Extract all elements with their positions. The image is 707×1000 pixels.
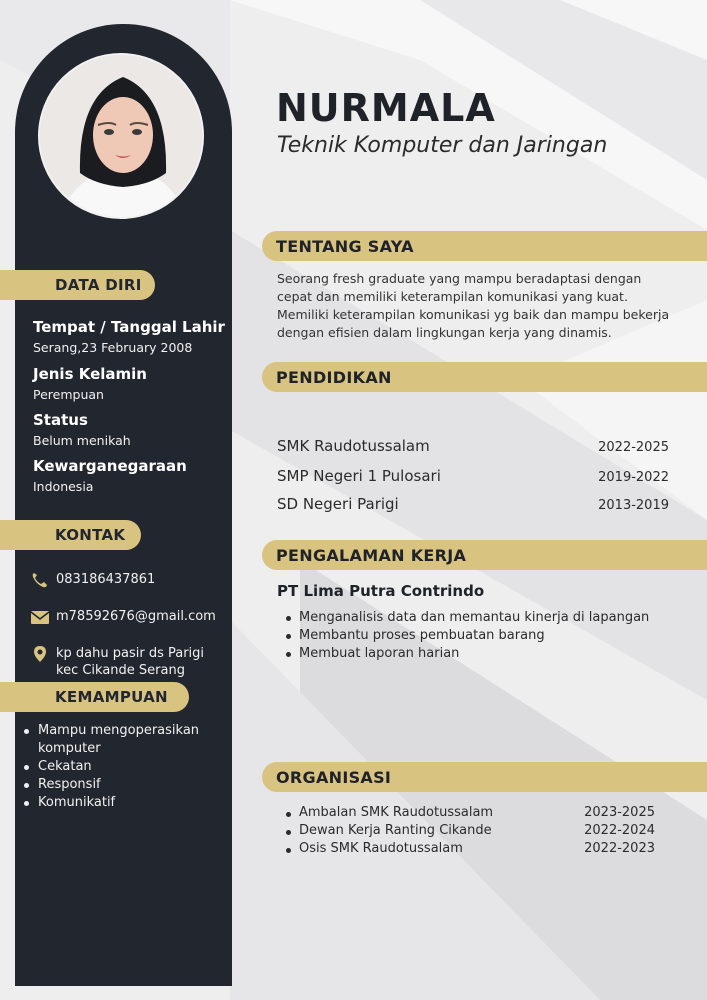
data-diri-item-gender xyxy=(33,365,147,402)
kontak-heading: KONTAK xyxy=(0,520,141,550)
education-years: 2013-2019 xyxy=(598,498,669,513)
phone-icon xyxy=(30,571,50,589)
profile-photo xyxy=(38,53,204,219)
education-row xyxy=(277,467,669,485)
organization-years: 2022-2023 xyxy=(584,841,655,856)
phone-text: 083186437861 xyxy=(56,572,156,587)
profile-name: NURMALA xyxy=(276,86,496,130)
education-row xyxy=(277,437,669,455)
gender-value: Perempuan xyxy=(33,387,104,402)
organization-row xyxy=(283,805,655,820)
duty-item: Menganalisis data dan memantau kinerja di lapangan xyxy=(283,609,649,627)
gender-label: Jenis Kelamin xyxy=(33,365,147,383)
nationality-label: Kewarganegaraan xyxy=(33,457,187,475)
organization-row xyxy=(283,823,655,838)
data-diri-item-status xyxy=(33,411,131,448)
contact-email xyxy=(30,608,216,626)
kemampuan-heading: KEMAMPUAN xyxy=(0,682,189,712)
data-diri-item-nationality xyxy=(33,457,187,494)
organization-name: Dewan Kerja Ranting Cikande xyxy=(283,823,492,838)
education-years: 2022-2025 xyxy=(598,440,669,455)
status-label: Status xyxy=(33,411,88,429)
organization-row xyxy=(283,841,655,856)
organization-years: 2023-2025 xyxy=(584,805,655,820)
data-diri-item-birth xyxy=(33,318,225,355)
address-line-2: kec Cikande Serang xyxy=(56,663,185,678)
skill-item: Responsif xyxy=(22,776,222,794)
pendidikan-heading: PENDIDIKAN xyxy=(262,362,707,392)
organization-name: Ambalan SMK Raudotussalam xyxy=(283,805,493,820)
duty-item: Membuat laporan harian xyxy=(283,645,649,663)
birth-value: Serang,23 February 2008 xyxy=(33,340,193,355)
birth-label: Tempat / Tanggal Lahir xyxy=(33,318,225,336)
organization-years: 2022-2024 xyxy=(584,823,655,838)
skill-item: Komunikatif xyxy=(22,794,222,812)
about-text: Seorang fresh graduate yang mampu beradaptasi dengan cepat dan memiliki keterampilan komunikasi yang kuat. Memiliki keterampilan komunikasi yg baik dan mampu bekerja dengan efisien dalam lingkungan kerja yang dinamis. xyxy=(277,271,670,340)
avatar-illustration xyxy=(40,55,204,219)
contact-address xyxy=(30,645,204,679)
education-row xyxy=(277,495,669,513)
location-pin-icon xyxy=(30,645,50,663)
tentang-heading: TENTANG SAYA xyxy=(262,231,707,261)
education-years: 2019-2022 xyxy=(598,470,669,485)
education-school: SMP Negeri 1 Pulosari xyxy=(277,467,441,485)
organisasi-heading: ORGANISASI xyxy=(262,762,707,792)
address-line-1: kp dahu pasir ds Parigi xyxy=(56,646,205,661)
status-value: Belum menikah xyxy=(33,433,131,448)
company-name: PT Lima Putra Contrindo xyxy=(277,582,485,600)
address-text xyxy=(56,645,204,679)
contact-phone xyxy=(30,571,155,589)
skill-item: Mampu mengoperasikan komputer xyxy=(22,722,222,758)
education-school: SD Negeri Parigi xyxy=(277,495,399,513)
skills-list xyxy=(22,722,222,812)
skill-item: Cekatan xyxy=(22,758,222,776)
duty-item: Membantu proses pembuatan barang xyxy=(283,627,649,645)
pengalaman-heading: PENGALAMAN KERJA xyxy=(262,540,707,570)
organization-name: Osis SMK Raudotussalam xyxy=(283,841,463,856)
mail-icon xyxy=(30,608,50,626)
data-diri-heading: DATA DIRI xyxy=(0,270,155,300)
nationality-value: Indonesia xyxy=(33,479,94,494)
email-text: m78592676@gmail.com xyxy=(56,609,216,624)
profile-role: Teknik Komputer dan Jaringan xyxy=(277,133,608,158)
duties-list xyxy=(283,609,649,663)
education-school: SMK Raudotussalam xyxy=(277,437,430,455)
